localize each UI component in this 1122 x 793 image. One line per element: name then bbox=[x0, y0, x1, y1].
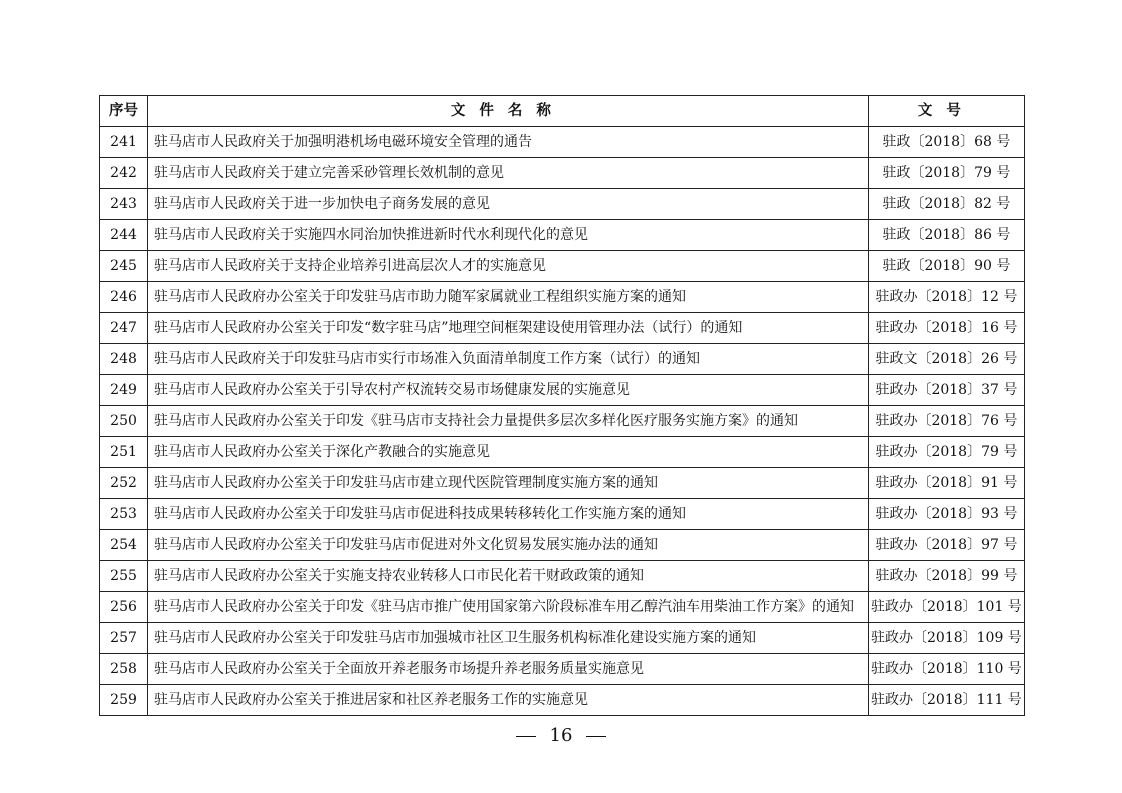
row-serial-number: 257 bbox=[100, 623, 148, 654]
row-document-title: 驻马店市人民政府关于进一步加快电子商务发展的意见 bbox=[148, 189, 869, 220]
row-document-number: 驻政〔2018〕79 号 bbox=[868, 158, 1024, 189]
table-row bbox=[100, 561, 1025, 592]
row-document-title: 驻马店市人民政府办公室关于印发《驻马店市支持社会力量提供多层次多样化医疗服务实施方案》的通知 bbox=[148, 406, 869, 437]
row-document-number: 驻政办〔2018〕37 号 bbox=[868, 375, 1024, 406]
table-row bbox=[100, 127, 1025, 158]
table-row bbox=[100, 499, 1025, 530]
row-document-title: 驻马店市人民政府关于建立完善采砂管理长效机制的意见 bbox=[148, 158, 869, 189]
row-document-title: 驻马店市人民政府办公室关于印发《驻马店市推广使用国家第六阶段标准车用乙醇汽油车用柴油工作方案》的通知 bbox=[148, 592, 869, 623]
table-row bbox=[100, 220, 1025, 251]
row-document-title: 驻马店市人民政府办公室关于全面放开养老服务市场提升养老服务质量实施意见 bbox=[148, 654, 869, 685]
row-serial-number: 242 bbox=[100, 158, 148, 189]
row-document-title: 驻马店市人民政府办公室关于印发驻马店市助力随军家属就业工程组织实施方案的通知 bbox=[148, 282, 869, 313]
row-document-number: 驻政办〔2018〕97 号 bbox=[868, 530, 1024, 561]
row-serial-number: 245 bbox=[100, 251, 148, 282]
table-row bbox=[100, 158, 1025, 189]
row-document-title: 驻马店市人民政府关于加强明港机场电磁环境安全管理的通告 bbox=[148, 127, 869, 158]
table-row bbox=[100, 406, 1025, 437]
row-document-number: 驻政〔2018〕90 号 bbox=[868, 251, 1024, 282]
row-serial-number: 259 bbox=[100, 685, 148, 716]
row-document-title: 驻马店市人民政府办公室关于印发驻马店市促进对外文化贸易发展实施办法的通知 bbox=[148, 530, 869, 561]
row-document-number: 驻政办〔2018〕109 号 bbox=[868, 623, 1024, 654]
document-list-table bbox=[99, 95, 1025, 716]
row-document-title: 驻马店市人民政府办公室关于引导农村产权流转交易市场健康发展的实施意见 bbox=[148, 375, 869, 406]
row-document-number: 驻政办〔2018〕93 号 bbox=[868, 499, 1024, 530]
page-number: 16 bbox=[549, 725, 573, 746]
table-body bbox=[100, 127, 1025, 716]
row-serial-number: 258 bbox=[100, 654, 148, 685]
row-document-number: 驻政〔2018〕86 号 bbox=[868, 220, 1024, 251]
row-serial-number: 252 bbox=[100, 468, 148, 499]
row-document-title: 驻马店市人民政府办公室关于印发驻马店市促进科技成果转移转化工作实施方案的通知 bbox=[148, 499, 869, 530]
row-document-title: 驻马店市人民政府关于实施四水同治加快推进新时代水利现代化的意见 bbox=[148, 220, 869, 251]
row-document-number: 驻政〔2018〕82 号 bbox=[868, 189, 1024, 220]
row-serial-number: 255 bbox=[100, 561, 148, 592]
row-document-title: 驻马店市人民政府关于印发驻马店市实行市场准入负面清单制度工作方案（试行）的通知 bbox=[148, 344, 869, 375]
row-document-title: 驻马店市人民政府办公室关于印发驻马店市加强城市社区卫生服务机构标准化建设实施方案的通知 bbox=[148, 623, 869, 654]
table-row bbox=[100, 654, 1025, 685]
table-row bbox=[100, 251, 1025, 282]
header-document-title: 文件名称 bbox=[148, 96, 869, 127]
row-serial-number: 249 bbox=[100, 375, 148, 406]
row-serial-number: 246 bbox=[100, 282, 148, 313]
row-document-title: 驻马店市人民政府办公室关于推进居家和社区养老服务工作的实施意见 bbox=[148, 685, 869, 716]
table-row bbox=[100, 344, 1025, 375]
page-footer bbox=[0, 724, 1122, 748]
row-document-number: 驻政办〔2018〕16 号 bbox=[868, 313, 1024, 344]
row-document-title: 驻马店市人民政府办公室关于深化产教融合的实施意见 bbox=[148, 437, 869, 468]
row-serial-number: 250 bbox=[100, 406, 148, 437]
row-serial-number: 248 bbox=[100, 344, 148, 375]
row-document-title: 驻马店市人民政府办公室关于实施支持农业转移人口市民化若干财政政策的通知 bbox=[148, 561, 869, 592]
table-row bbox=[100, 375, 1025, 406]
row-document-title: 驻马店市人民政府办公室关于印发驻马店市建立现代医院管理制度实施方案的通知 bbox=[148, 468, 869, 499]
table-row bbox=[100, 592, 1025, 623]
row-document-number: 驻政办〔2018〕110 号 bbox=[868, 654, 1024, 685]
row-serial-number: 253 bbox=[100, 499, 148, 530]
row-document-number: 驻政办〔2018〕91 号 bbox=[868, 468, 1024, 499]
table-row bbox=[100, 313, 1025, 344]
table-header-row bbox=[100, 96, 1025, 127]
header-serial-number: 序号 bbox=[100, 96, 148, 127]
footer-dash-right bbox=[586, 736, 606, 737]
row-document-number: 驻政办〔2018〕76 号 bbox=[868, 406, 1024, 437]
row-document-number: 驻政办〔2018〕99 号 bbox=[868, 561, 1024, 592]
row-document-number: 驻政文〔2018〕26 号 bbox=[868, 344, 1024, 375]
row-document-number: 驻政办〔2018〕79 号 bbox=[868, 437, 1024, 468]
row-document-number: 驻政办〔2018〕12 号 bbox=[868, 282, 1024, 313]
row-serial-number: 254 bbox=[100, 530, 148, 561]
table-row bbox=[100, 530, 1025, 561]
row-document-number: 驻政〔2018〕68 号 bbox=[868, 127, 1024, 158]
header-document-number: 文号 bbox=[868, 96, 1024, 127]
table-row bbox=[100, 282, 1025, 313]
row-serial-number: 241 bbox=[100, 127, 148, 158]
table-row bbox=[100, 437, 1025, 468]
row-document-title: 驻马店市人民政府办公室关于印发“数字驻马店”地理空间框架建设使用管理办法（试行）的通知 bbox=[148, 313, 869, 344]
row-serial-number: 243 bbox=[100, 189, 148, 220]
table-row bbox=[100, 189, 1025, 220]
row-document-number: 驻政办〔2018〕111 号 bbox=[868, 685, 1024, 716]
row-serial-number: 247 bbox=[100, 313, 148, 344]
table-row bbox=[100, 623, 1025, 654]
row-serial-number: 251 bbox=[100, 437, 148, 468]
row-serial-number: 244 bbox=[100, 220, 148, 251]
table-row bbox=[100, 685, 1025, 716]
table-row bbox=[100, 468, 1025, 499]
row-serial-number: 256 bbox=[100, 592, 148, 623]
footer-dash-left bbox=[516, 736, 536, 737]
row-document-title: 驻马店市人民政府关于支持企业培养引进高层次人才的实施意见 bbox=[148, 251, 869, 282]
row-document-number: 驻政办〔2018〕101 号 bbox=[868, 592, 1024, 623]
